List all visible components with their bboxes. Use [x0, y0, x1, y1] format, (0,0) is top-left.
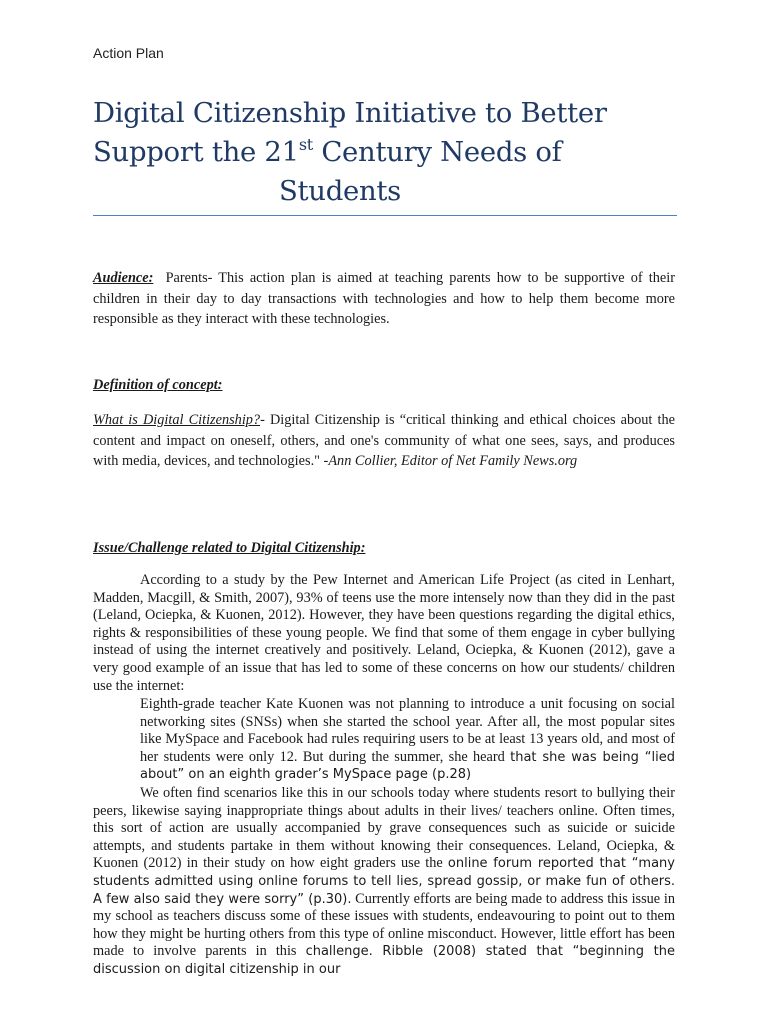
issue-heading: Issue/Challenge related to Digital Citizenship: [93, 540, 366, 556]
paragraph-2-text-c: challenge. Ribble (2008) stated that “beginning the discussion on digital citizenship in our [93, 944, 675, 977]
audience-paragraph [93, 268, 675, 330]
title-line-2-pre: Support the 21 [93, 136, 299, 168]
definition-text-pre: - Digital Citizenship is “ [260, 412, 407, 428]
definition-quote: critical thinking and ethical choices about the content and impact on oneself, others, and one's community of what one sees, says, and produces with media, devices, and technologies." [93, 412, 675, 469]
title-line-2 [93, 133, 683, 172]
definition-question: What is Digital Citizenship? [93, 412, 261, 428]
issue-block-quote [140, 696, 675, 784]
definition-heading: Definition of concept: [93, 377, 223, 393]
title-superscript: st [298, 135, 313, 154]
block-quote-text: Eighth-grade teacher Kate Kuonen was not planning to introduce a unit focusing on social networking sites (SNSs) when she started the school year. After all, the most popular sites like MySpace and Facebook had rules requiring users to be at least 13 years old, and most of her students were only 12. But during the summer, she heard [140, 696, 675, 765]
title-line-1: Digital Citizenship Initiative to Better [93, 97, 607, 129]
title-divider [93, 215, 677, 216]
title-line-3: Students [279, 175, 401, 207]
title-line-2-post: Century Needs of [312, 136, 562, 168]
audience-label: Audience: [93, 270, 154, 286]
issue-paragraph-1: According to a study by the Pew Internet and American Life Project (as cited in Lenhart, Madden, Macgill, & Smith, 2007), 93% of teens use the more intensely now than they did in the past (Leland, Ociepka, & Kuonen, 2012). However, they have been questions regarding the digital ethics, rights & responsibilities of these young people. We find that some of them engage in cyber bullying instead of using the internet creatively and positively. Leland, Ociepka, & Kuonen (2012), gave a very good example of an issue that has led to some of these concerns on how our students/ children use the internet: [93, 572, 675, 694]
issue-paragraph-2 [93, 785, 675, 979]
audience-text: Parents- This action plan is aimed at teaching parents how to be supportive of their children in their day to day transactions with technologies and how to help them become more responsible as they interact with these technologies. [93, 270, 675, 327]
document-header-label: Action Plan [93, 45, 164, 61]
block-quote-tail: that she was being “lied about” on an eighth grader’s MySpace page (p.28) [140, 749, 675, 783]
definition-attribution: -Ann Collier, Editor of Net Family News.org [319, 453, 578, 469]
definition-paragraph [93, 410, 675, 472]
document-title [93, 94, 683, 211]
paragraph-2-text-a: We often find scenarios like this in our schools today where students resort to bullying their peers, likewise saying inappropriate things about adults in their lives/ teachers online. Often times, this sort of action are usually accompanied by grave consequences such as suicide or suicide attempts, and students partake in them without knowing their consequences. Leland, Ociepka, & Kuonen (2012) in their study on how eight graders use the [93, 785, 675, 872]
paragraph-2-quote: online forum reported that “many students admitted using online forums to tell lies, spread gossip, or make fun of others. A few also said they were sorry” (p.30). [93, 856, 675, 907]
paragraph-2-text-b: Currently efforts are being made to address this issue in my school as teachers discuss some of these issues with students, endeavouring to point out to them how they might be hurting others from this type of online misconduct. However, little effort has been made to involve parents in this [93, 890, 675, 960]
